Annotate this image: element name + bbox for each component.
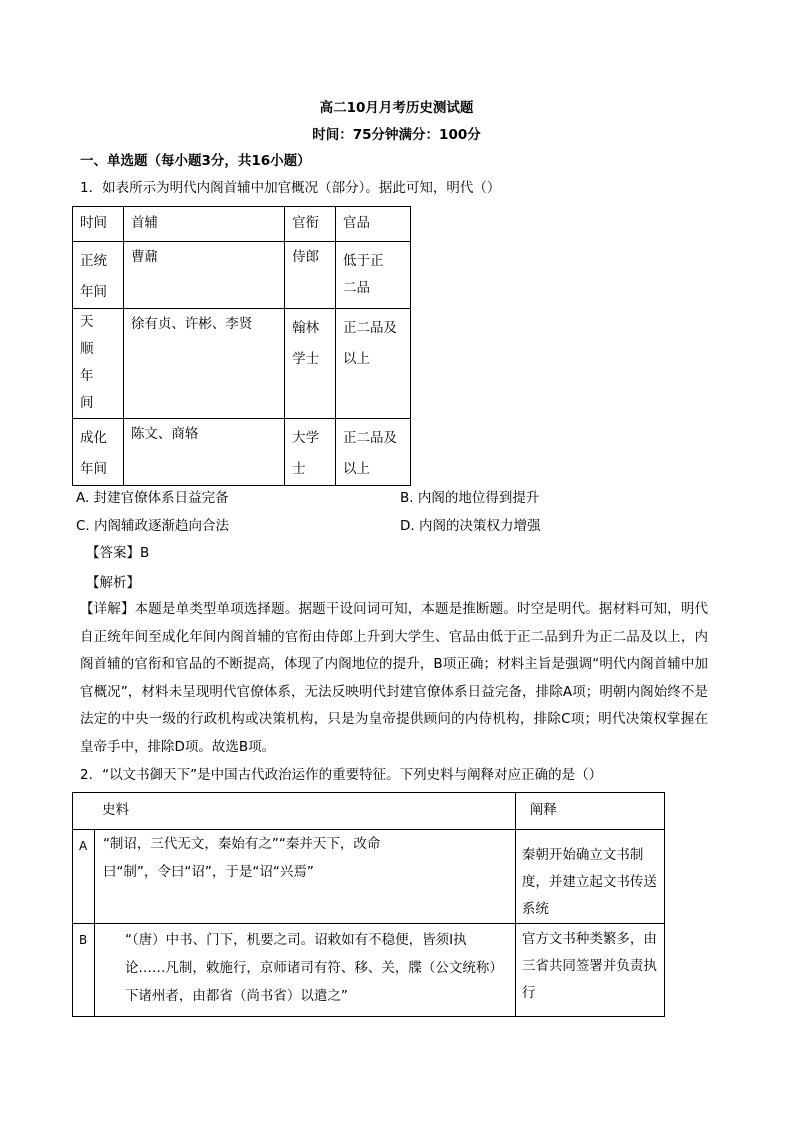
document-title: 高二10月月考历史测试题 xyxy=(319,100,474,116)
table-cell: 陈文、商辂 xyxy=(130,426,199,442)
row-label: A xyxy=(79,839,88,853)
table-row xyxy=(73,242,411,309)
table-header-cell: 阐释 xyxy=(529,802,557,818)
row-label: B xyxy=(79,933,88,947)
table-cell: 低于正二品 xyxy=(343,253,384,296)
table-cell: 成化年间 xyxy=(80,430,107,477)
table-row xyxy=(73,419,411,486)
table-cell: 正二品及以上 xyxy=(343,430,398,477)
table-header-cell: 首辅 xyxy=(130,215,158,231)
question-1-table xyxy=(72,206,411,486)
table-cell: 徐有贞、许彬、李贤 xyxy=(130,316,253,332)
table-header-cell: 史料 xyxy=(102,802,129,818)
table-header-row xyxy=(73,793,665,830)
option-a: A. 封建官僚体系日益完备 xyxy=(76,490,229,506)
question-2-stem: 2．“以文书御天下”是中国古代政治运作的重要特征。下列史料与阐释对应正确的是（） xyxy=(80,767,603,783)
table-row xyxy=(73,830,665,924)
table-row xyxy=(73,924,665,1017)
table-cell: 翰林学士 xyxy=(292,320,320,367)
table-cell: 大学士 xyxy=(292,430,320,477)
table-cell: 正统年间 xyxy=(80,253,107,300)
table-cell: “制诏，三代无文，秦始有之”“秦并天下，改命曰“制”，令曰“诏”，于是“诏“兴焉” xyxy=(102,836,381,880)
question-2-table xyxy=(72,792,665,1017)
table-cell: 秦朝开始确立文书制度，并建立起文书传送系统 xyxy=(521,847,657,917)
table-header-cell: 官品 xyxy=(343,215,371,231)
table-cell: “（唐）中书、门下，机要之司。诏敕如有不稳便，皆须Ⅰ执论……凡制，敕施行，京师诸司有符、移、关，牒（公文统称）下诸州者，由都省（尚书省）以遣之” xyxy=(124,932,497,1004)
table-row xyxy=(73,309,411,419)
question-1-stem: 1．如表所示为明代内阁首辅中加官概况（部分）。据此可知，明代（） xyxy=(80,180,501,196)
table-header-cell: 官衔 xyxy=(292,215,320,231)
option-b: B. 内阁的地位得到提升 xyxy=(400,490,540,506)
option-d: D. 内阁的决策权力增强 xyxy=(400,518,541,534)
table-cell: 正二品及以上 xyxy=(343,320,398,367)
option-c: C. 内阁辅政逐渐趋向合法 xyxy=(76,518,230,534)
table-cell: 侍郎 xyxy=(292,249,320,265)
exam-time-info: 时间：75分钟满分：100分 xyxy=(312,127,481,143)
detailed-explanation: 【详解】本题是单类型单项选择题。据题干设问词可知，本题是推断题。时空是明代。据材料可知，明代自正统年间至成化年间内阁首辅的官衔由侍郎上升到大学生、官品由低于正二品到升为正二品及以上，内阁首辅的官衔和官品的不断提高，体现了内阁地位的提升，B项正确；材料主旨是强调“明代内阁首辅中加官概况”，材料未呈现明代官僚体系，无法反映明代封建官僚体系日益完备，排除A项；明朝内阁始终不是法定的中央一级的行政机构或决策机构，只是为皇帝提供顾问的内侍机构，排除C项；明代决策权掌握在皇帝手中，排除D项。故选B项。 xyxy=(80,601,708,755)
analysis-label: 【解析】 xyxy=(86,575,140,591)
table-cell: 曹鼐 xyxy=(130,249,158,265)
table-cell: 天顺年间 xyxy=(80,314,94,411)
table-cell: 官方文书种类繁多，由三省共同签署并负责执行 xyxy=(521,931,657,1001)
answer-label: 【答案】B xyxy=(86,545,150,561)
section-heading: 一、单选题（每小题3分，共16小题） xyxy=(80,153,311,169)
table-header-cell: 时间 xyxy=(80,215,107,231)
table-header-row xyxy=(73,207,411,242)
